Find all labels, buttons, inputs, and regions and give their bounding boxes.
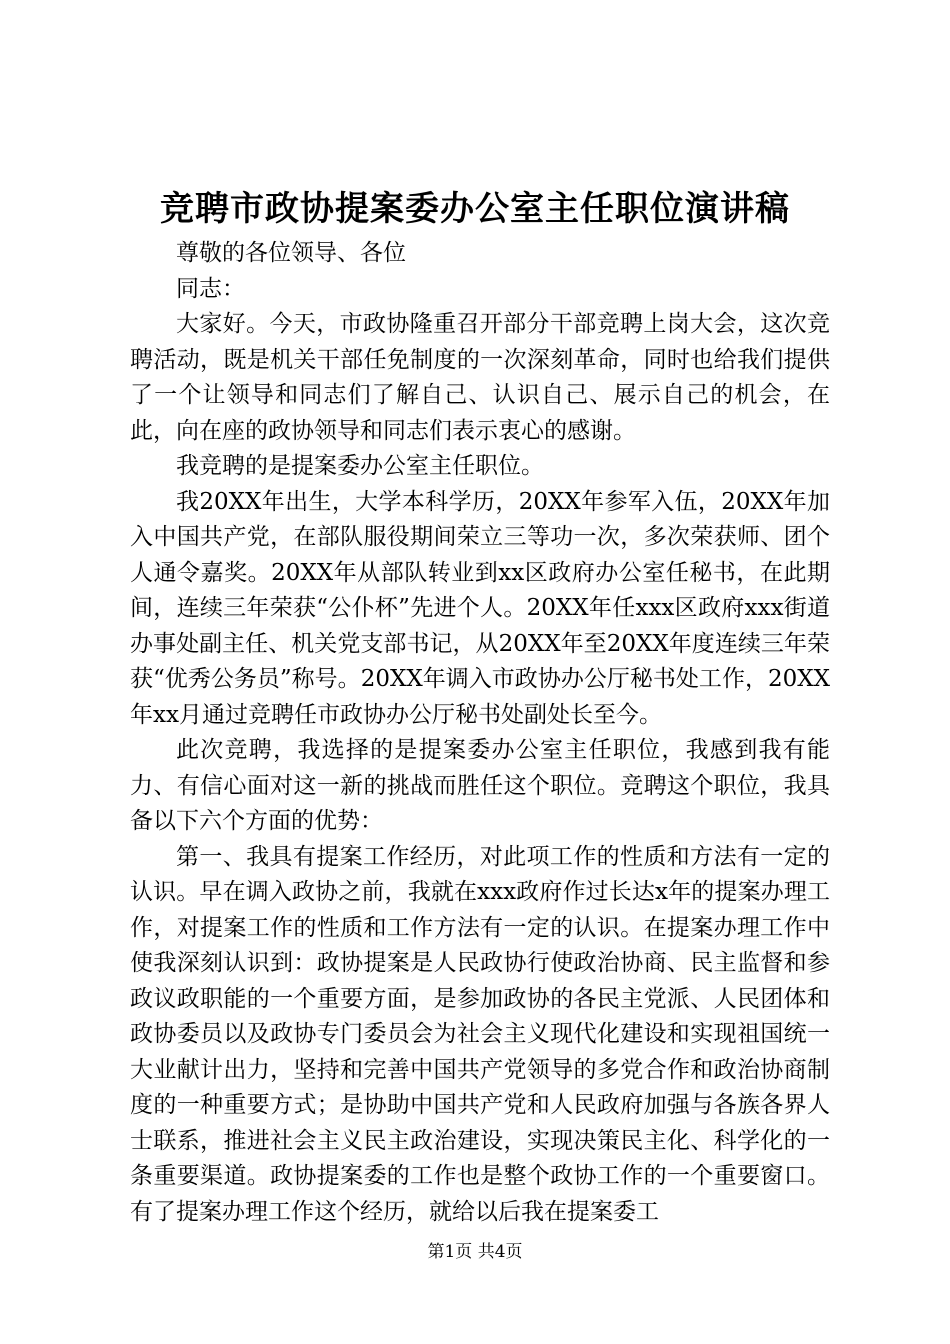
greeting-line-2: 同志：	[176, 275, 245, 302]
document-title: 竞聘市政协提案委办公室主任职位演讲稿	[160, 189, 790, 229]
paragraph-resume: 我20XX年出生，大学本科学历，20XX年参军入伍，20XX年加入中国共产党，在部队服役期间荣立三等功一次，多次荣获师、团个人通令嘉奖。20XX年从部队转业到xx区政府办公室任秘书，在此期间，连续三年荣获“公仆杯”先进个人。20XX年任xxx区政府xxx街道办事处副主任、机关党支部书记，从20XX年至20XX年度连续三年荣获“优秀公务员”称号。20XX年调入市政协办公厅秘书处工作，20XX年xx月通过竞聘任市政协办公厅秘书处副处长至今。	[130, 488, 830, 728]
greeting-line-1: 尊敬的各位领导、各位	[176, 240, 406, 266]
paragraph-advantage-1: 第一、我具有提案工作经历，对此项工作的性质和方法有一定的认识。早在调入政协之前，我就在xxx政府作过长达x年的提案办理工作，对提案工作的性质和工作方法有一定的认识。在提案办理工作中使我深刻认识到：政协提案是人民政协行使政治协商、民主监督和参政议政职能的一个重要方面，是参加政协的各民主党派、人民团体和政协委员以及政协专门委员会为社会主义现代化建设和实现祖国统一大业献计出力，坚持和完善中国共产党领导的多党合作和政治协商制度的一种重要方式；是协助中国共产党和人民政府加强与各族各界人士联系，推进社会主义民主政治建设，实现决策民主化、科学化的一条重要渠道。政协提案委的工作也是整个政协工作的一个重要窗口。有了提案办理工作这个经历，就给以后我在提案委工	[130, 843, 830, 1225]
paragraph-motivation: 此次竞聘，我选择的是提案委办公室主任职位，我感到我有能力、有信心面对这一新的挑战而胜任这个职位。竞聘这个职位，我具备以下六个方面的优势：	[130, 737, 830, 834]
paragraph-position: 我竞聘的是提案委办公室主任职位。	[176, 453, 544, 479]
document-body	[130, 236, 830, 1230]
paragraph-opening: 大家好。今天，市政协隆重召开部分干部竞聘上岗大会，这次竞聘活动，既是机关干部任免制度的一次深刻革命，同时也给我们提供了一个让领导和同志们了解自己、认识自己、展示自己的机会，在此，向在座的政协领导和同志们表示衷心的感谢。	[130, 311, 830, 444]
page-footer: 第1页 共4页	[427, 1242, 523, 1262]
